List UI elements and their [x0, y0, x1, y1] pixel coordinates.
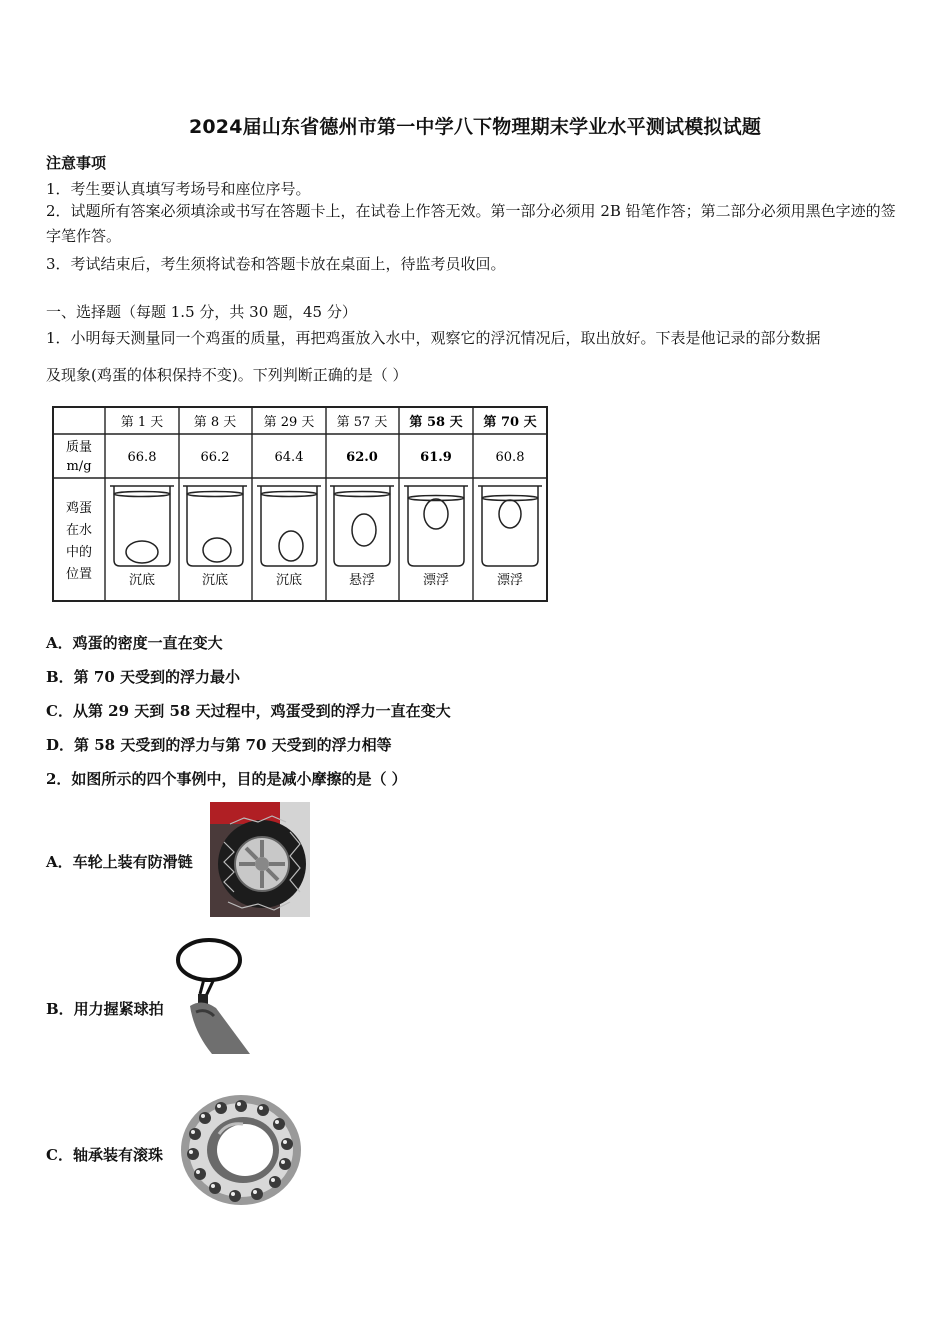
notice-item-2: 2．试题所有答案必须填涂或书写在答题卡上，在试卷上作答无效。第一部分必须用 2B 铅笔作答；第二部分必须用黑色字迹的签字笔作答。: [46, 202, 896, 245]
table-header-day-29: 第 29 天: [263, 415, 315, 430]
mass-value: 66.8: [127, 450, 157, 465]
question-2-option-b: B．用力握紧球拍: [46, 1000, 164, 1018]
mass-value: 61.9: [420, 450, 452, 465]
mass-value: 60.8: [495, 450, 525, 465]
question-1-stem-line2: 及现象(鸡蛋的体积保持不变)。下列判断正确的是（ ）: [46, 366, 408, 384]
mass-label-line2: m/g: [66, 459, 92, 474]
table-header-day-1: 第 1 天: [120, 415, 164, 430]
state-value: 漂浮: [422, 573, 450, 588]
egg-data-table: [52, 406, 548, 602]
mass-value: 66.2: [200, 450, 230, 465]
question-1-option-b: B．第 70 天受到的浮力最小: [46, 668, 240, 686]
tire-chain-photo-icon: [210, 802, 310, 917]
table-header-day-8: 第 8 天: [193, 415, 237, 430]
question-1-option-d: D．第 58 天受到的浮力与第 70 天受到的浮力相等: [46, 736, 392, 754]
question-1-option-c: C．从第 29 天到 58 天过程中，鸡蛋受到的浮力一直在变大: [46, 702, 451, 720]
question-1-option-a: A．鸡蛋的密度一直在变大: [46, 634, 223, 652]
question-2-option-a: A．车轮上装有防滑链: [46, 853, 193, 871]
state-value: 沉底: [275, 573, 303, 588]
notice-item-3: 3．考试结束后，考生须将试卷和答题卡放在桌面上，待监考员收回。: [46, 255, 506, 273]
state-label-line: 在水: [65, 523, 93, 538]
table-header-day-57: 第 57 天: [336, 415, 388, 430]
mass-value: 64.4: [274, 450, 304, 465]
table-header-day-70: 第 70 天: [483, 415, 537, 430]
mass-label-line1: 质量: [65, 440, 93, 455]
mass-value: 62.0: [346, 450, 378, 465]
page-title: 2024届山东省德州市第一中学八下物理期末学业水平测试模拟试题: [188, 116, 762, 138]
state-value: 漂浮: [496, 573, 524, 588]
state-label-line: 鸡蛋: [65, 501, 93, 516]
state-value: 沉底: [128, 573, 156, 588]
question-2-stem: 2．如图所示的四个事例中，目的是减小摩擦的是（ ）: [46, 770, 407, 788]
state-value: 悬浮: [348, 573, 376, 588]
question-2-option-c: C．轴承装有滚珠: [46, 1146, 163, 1164]
section-heading: 一、选择题（每题 1.5 分，共 30 题，45 分）: [46, 303, 357, 321]
question-1-stem-line1: 1．小明每天测量同一个鸡蛋的质量，再把鸡蛋放入水中，观察它的浮沉情况后，取出放好。下表是他记录的部分数据: [46, 329, 821, 347]
racket-grip-photo-icon: [172, 936, 252, 1054]
state-label-line: 位置: [65, 567, 93, 582]
notice-item-1: 1．考生要认真填写考场号和座位序号。: [46, 180, 311, 198]
state-label-line: 中的: [65, 545, 93, 560]
table-header-day-58: 第 58 天: [409, 415, 463, 430]
notice-heading: 注意事项: [46, 154, 107, 172]
ball-bearing-photo-icon: [175, 1088, 305, 1208]
state-value: 沉底: [201, 573, 229, 588]
